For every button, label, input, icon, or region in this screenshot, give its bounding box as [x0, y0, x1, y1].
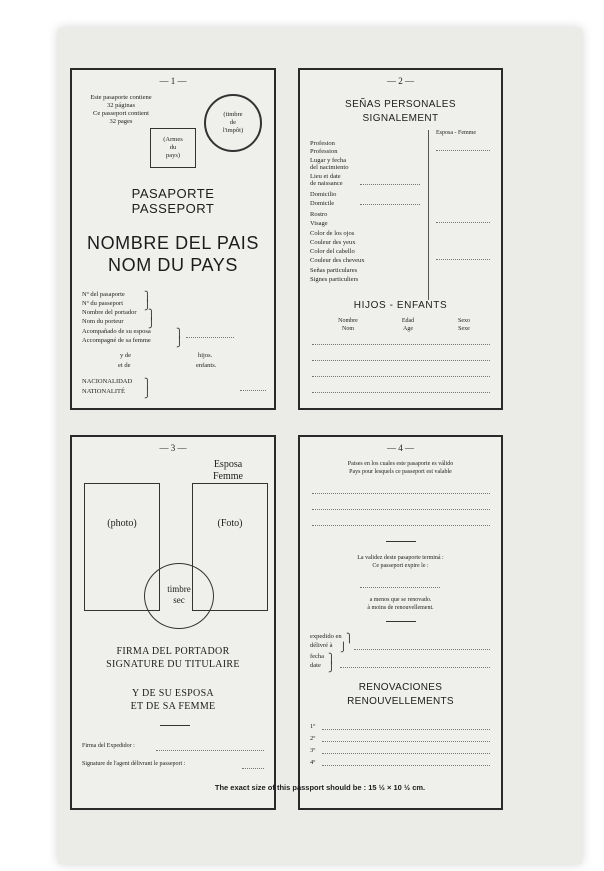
page-number: — 3 —: [159, 443, 187, 453]
renewal-4: 4º: [310, 759, 316, 766]
arms-line: du: [169, 144, 177, 151]
tax-stamp-line: (timbre: [223, 111, 243, 118]
field-face-fr: Visage: [310, 220, 328, 227]
renew-fr: RENOUVELLEMENTS: [347, 696, 454, 707]
arms-line: (Armes: [163, 136, 183, 143]
children-count-es: y de: [120, 352, 132, 359]
field-birth-es-2: del nacimiento: [310, 164, 349, 171]
field-marks-es: Señas particulares: [310, 267, 358, 274]
dry-seal-circle: [144, 563, 214, 629]
divider: [160, 725, 190, 726]
tax-stamp-line: l'impôt): [222, 127, 244, 134]
field-domicile-es: Domicilio: [310, 191, 337, 198]
field-spouse-fr: Accompagné de sa femme: [82, 337, 151, 344]
children-label-es: hijos.: [198, 352, 213, 359]
field-holder-name-es: Nombre del portador: [82, 309, 137, 316]
col-age-fr: Age: [403, 325, 413, 332]
spouse-photo-label: [202, 459, 254, 483]
field-eyes-fr: Couleur des yeux: [310, 239, 356, 246]
field-date-fr: date: [310, 662, 321, 669]
page-3-panel: [70, 435, 276, 810]
field-passport-no-es: Nº del pasaporte: [82, 291, 125, 298]
page-count-fr: Ce passeport contient: [93, 110, 149, 117]
expiry-fr: Ce passeport expire le :: [372, 562, 429, 569]
col-name-es: Nombre: [338, 318, 358, 324]
field-birth-fr: Lieu et date: [310, 173, 341, 180]
page-number: — 1 —: [159, 76, 187, 86]
valid-fr: Pays pour lesquels ce passeport est valable: [349, 468, 452, 475]
country-es: NOMBRE DEL PAIS: [86, 233, 260, 253]
expiry-es: La validez deste pasaporte terminá :: [357, 555, 444, 561]
renewal-1: 1º: [310, 723, 316, 730]
renewal-3: 3º: [310, 747, 316, 754]
col-sex-fr: Sexe: [458, 325, 470, 332]
field-face-es: Rostro: [310, 211, 328, 218]
seal-line: timbre: [167, 584, 191, 594]
field-marks-fr: Signes particuliers: [310, 276, 359, 283]
children-title: HIJOS - ENFANTS: [353, 300, 448, 311]
divider: [386, 541, 416, 542]
page-count-es: Este pasaporte contiene: [90, 94, 152, 101]
col-name: [328, 318, 368, 333]
sig-es: FIRMA DEL PORTADOR: [116, 646, 230, 657]
col-sex-es: Sexo: [458, 318, 470, 324]
spouse-column-header: Esposa - Femme: [436, 130, 476, 136]
title-es: PASAPORTE: [131, 186, 215, 201]
sig-fr: SIGNATURE DU TITULAIRE: [106, 659, 240, 670]
coat-of-arms-box: [150, 128, 196, 168]
col-sex: [444, 318, 484, 333]
tax-stamp-circle: [204, 94, 262, 152]
page-number: — 4 —: [387, 443, 414, 453]
valid-countries-label: [300, 461, 501, 476]
renewals-title: [300, 681, 501, 709]
page-count-es-value: 32 páginas: [107, 102, 135, 109]
field-birth-fr-2: de naissance: [310, 180, 343, 187]
field-eyes-es: Color de los ojos: [310, 230, 355, 237]
page-count: [78, 94, 164, 126]
spouse-fr: Femme: [213, 471, 243, 482]
wife-es: Y DE SU ESPOSA: [132, 688, 214, 699]
page-count-fr-value: 32 pages: [109, 118, 133, 125]
spouse-photo-text: (Foto): [217, 518, 243, 529]
holder-photo-label: (photo): [107, 518, 137, 529]
renewal-condition: [300, 597, 501, 612]
field-nationality-es: NACIONALIDAD: [82, 378, 133, 385]
field-passport-no-fr: Nº du passeport: [82, 300, 124, 307]
field-hair-fr: Couleur des cheveux: [310, 257, 365, 264]
field-spouse-es: Acompañado de su esposa: [82, 328, 151, 335]
page-4-panel: — 4 — Paises en los cuales este pasaporte es válido Pays pour lesquels ce passeport est valable La validez deste pasaporte terminá : Ce passeport expire le : a menos que se renovado. à moins de renouvellement. expedido en délivré à ⎫ ⎭ fecha date ⎫ ⎭ RENOVACIONES RENOUVELLEMENTS 1º 2º 3º 4º: [298, 435, 503, 810]
col-age: [388, 318, 428, 333]
field-issued-fr: délivré à: [310, 642, 333, 649]
page-number: — 2 —: [387, 76, 414, 86]
renewal-2: 2º: [310, 735, 316, 742]
field-issued-es: expedido en: [310, 633, 342, 640]
passport-title: [72, 186, 274, 216]
size-note: The exact size of this passport should be : 15 ½ × 10 ½ cm.: [214, 783, 426, 792]
divider: [386, 621, 416, 622]
renew-es: RENOVACIONES: [358, 682, 443, 693]
issuer-signature-es: Firma del Expedidor :: [82, 743, 135, 749]
field-hair-es: Color del cabello: [310, 248, 355, 255]
expiry-label: [300, 555, 501, 570]
field-domicile-fr: Domicile: [310, 200, 335, 207]
field-birth-es: Lugar y fecha: [310, 157, 347, 164]
holder-signature-title: [72, 645, 274, 671]
col-age-es: Edad: [401, 318, 415, 324]
field-holder-name-fr: Nom du porteur: [82, 318, 124, 325]
unless-fr: à moins de renouvellement.: [367, 604, 434, 611]
field-date-es: fecha: [310, 653, 325, 660]
field-profession-fr: Profession: [310, 148, 338, 155]
tax-stamp-line: de: [229, 119, 237, 126]
field-nationality-fr: NATIONALITÉ: [82, 388, 125, 395]
title-fr: SIGNALEMENT: [362, 113, 439, 124]
issuer-signature-fr: Signature de l'agent délivrant le passeport :: [82, 761, 186, 767]
field-profession-es: Profesion: [310, 140, 335, 147]
spouse-es: Esposa: [213, 459, 243, 470]
page-1-panel: — 1 — Este pasaporte contiene 32 páginas Ce passeport contient 32 pages (timbre de l'impôt) (Armes du pays) PASAPORTE PASSEPORT NOMBRE DEL PAIS NOM DU PAYS Nº del pasaporte Nº du passeport ⎫ ⎭ Nombre del portador Nom du porteur ⎫ ⎭ Acompañado de su esposa Accompagné de sa femme ⎫ ⎭ y de hijos. et de enfants. NACIONALIDAD NATIONALITÉ ⎫ ⎭: [70, 68, 276, 410]
col-name-fr: Nom: [342, 325, 354, 332]
title-es: SEÑAS PERSONALES: [345, 99, 456, 110]
children-count-fr: et de: [118, 362, 131, 369]
page-2-panel: [298, 68, 503, 410]
spouse-column-divider: [428, 130, 429, 300]
country-name: [72, 232, 274, 276]
unless-es: a menos que se renovado.: [369, 597, 432, 603]
valid-es: Paises en los cuales este pasaporte es válido: [347, 461, 454, 467]
spouse-signature-title: [72, 687, 274, 713]
seal-line: sec: [173, 595, 185, 605]
country-fr: NOM DU PAYS: [108, 255, 238, 275]
children-label-fr: enfants.: [196, 362, 217, 369]
passport-sheet: [58, 28, 582, 864]
description-title: [300, 98, 501, 126]
wife-fr: ET DE SA FEMME: [130, 701, 216, 712]
title-fr: PASSEPORT: [131, 201, 215, 216]
arms-line: pays): [165, 152, 181, 159]
